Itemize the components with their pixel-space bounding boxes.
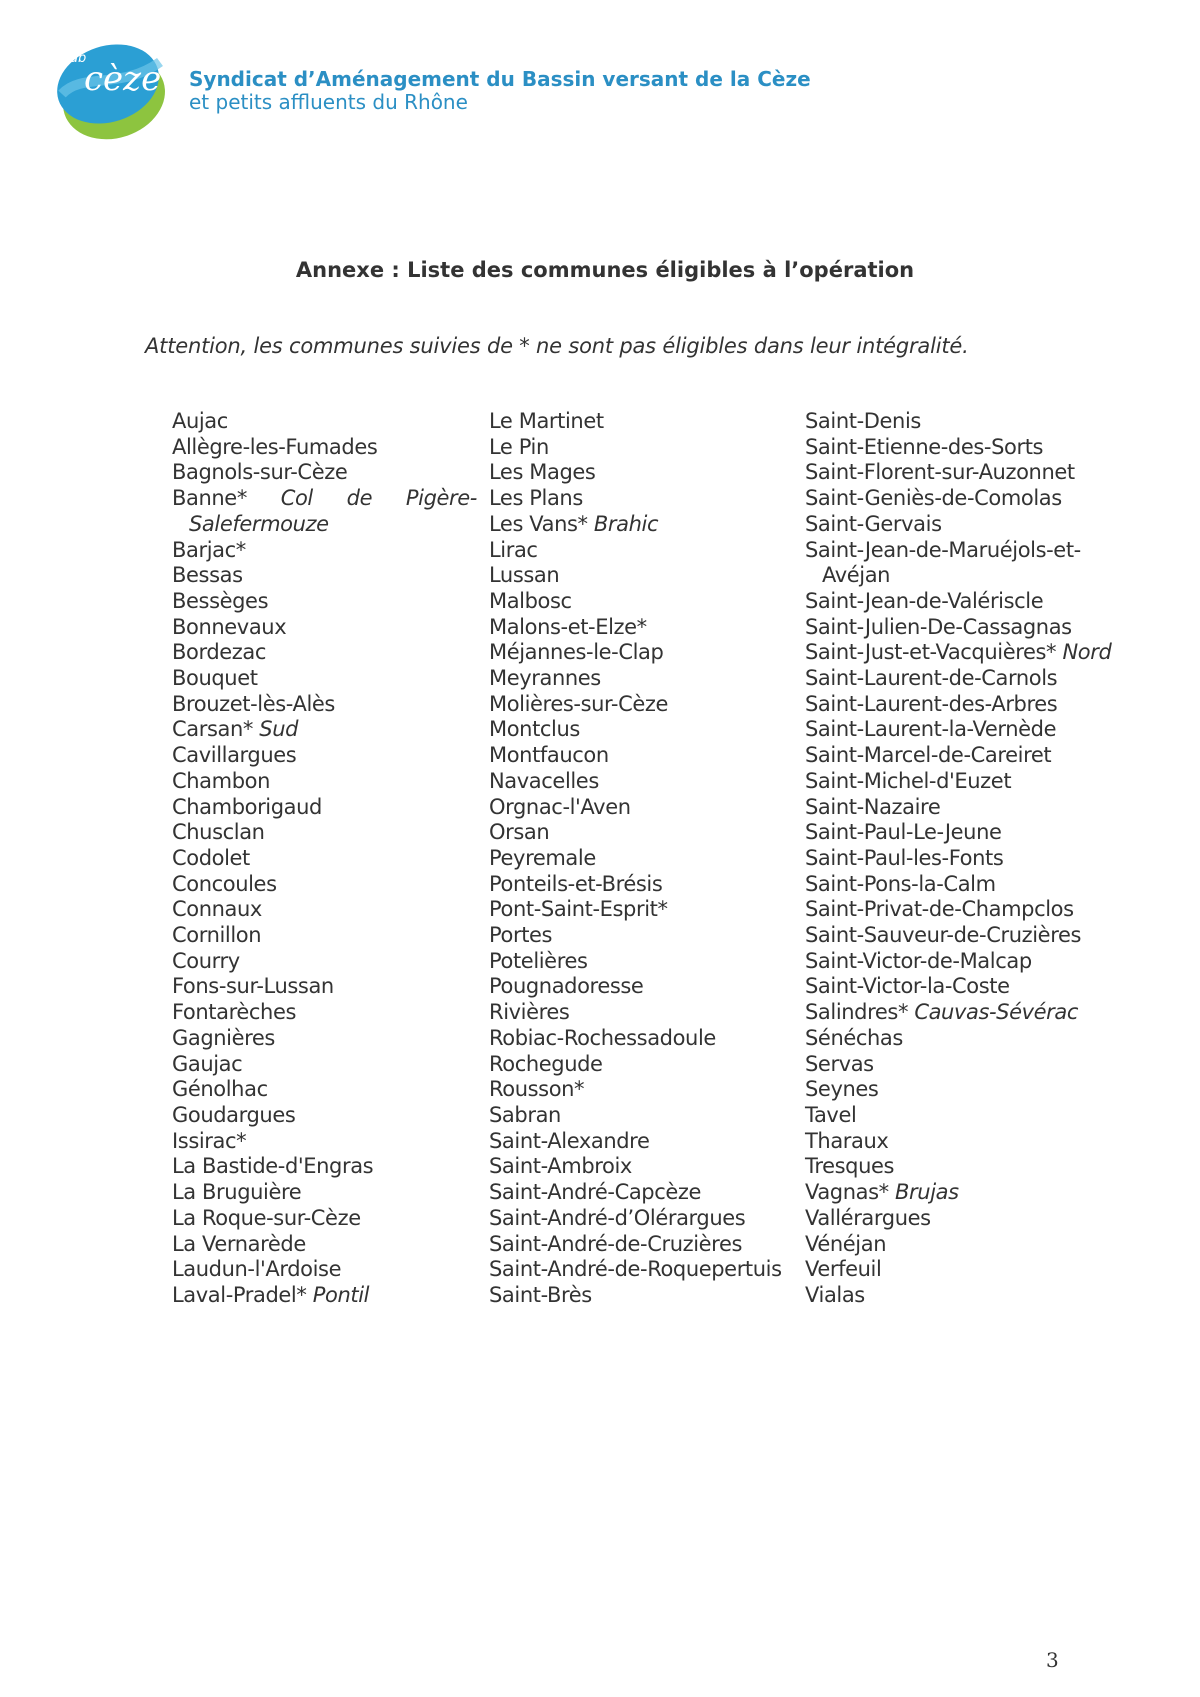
commune-name: Bonnevaux — [172, 614, 287, 639]
commune-name: Concoules — [172, 871, 277, 896]
commune-name: Bessas — [172, 563, 243, 588]
commune-item — [489, 409, 789, 435]
commune-name: Salindres* — [805, 1000, 909, 1025]
commune-name: Vénéjan — [805, 1231, 887, 1256]
commune-partial-area: Pigère- — [405, 486, 477, 511]
logo-main-text: cèze — [84, 59, 162, 99]
commune-item — [172, 743, 477, 769]
commune-item — [172, 409, 477, 435]
commune-item — [172, 1232, 477, 1258]
communes-column-2 — [489, 409, 789, 1309]
commune-item — [805, 486, 1125, 512]
commune-name: Les Plans — [489, 486, 583, 511]
commune-name: Chamborigaud — [172, 794, 322, 819]
commune-name: Saint-Nazaire — [805, 794, 941, 819]
commune-item — [489, 974, 789, 1000]
commune-name: Cavillargues — [172, 743, 297, 768]
commune-name: Le Martinet — [489, 409, 604, 433]
commune-item — [489, 1103, 789, 1129]
commune-name: Génolhac — [172, 1077, 268, 1102]
commune-name: Pont-Saint-Esprit* — [489, 897, 668, 922]
commune-item — [172, 820, 477, 846]
commune-item — [489, 1000, 789, 1026]
commune-item — [805, 1000, 1125, 1026]
commune-name: Les Vans* — [489, 511, 588, 536]
commune-name: Saint-Florent-sur-Auzonnet — [805, 460, 1075, 485]
commune-name: Fons-sur-Lussan — [172, 974, 334, 999]
commune-item — [489, 769, 789, 795]
org-name-line2: et petits affluents du Rhône — [189, 90, 468, 114]
commune-item — [489, 872, 789, 898]
commune-item — [805, 846, 1125, 872]
commune-item — [489, 692, 789, 718]
commune-item — [172, 563, 477, 589]
commune-item — [489, 563, 789, 589]
commune-item — [172, 1283, 477, 1309]
commune-name: Saint-Michel-d'Euzet — [805, 768, 1012, 793]
commune-name: Les Mages — [489, 460, 596, 485]
commune-item — [489, 435, 789, 461]
commune-name: Saint-Brès — [489, 1282, 592, 1307]
commune-name: Vallérargues — [805, 1205, 931, 1230]
commune-name: Bagnols-sur-Cèze — [172, 460, 348, 485]
commune-item — [805, 1154, 1125, 1180]
commune-item — [489, 949, 789, 975]
commune-item — [805, 666, 1125, 692]
commune-name: Pougnadoresse — [489, 974, 644, 999]
commune-item — [489, 1052, 789, 1078]
commune-name: Saint-Just-et-Vacquières* — [805, 640, 1057, 665]
commune-item — [805, 1232, 1125, 1258]
commune-name: Saint-Laurent-de-Carnols — [805, 666, 1058, 691]
commune-name: Laudun-l'Ardoise — [172, 1257, 342, 1282]
commune-item — [172, 923, 477, 949]
commune-item — [172, 1000, 477, 1026]
commune-name: Saint-André-Capcèze — [489, 1180, 702, 1205]
commune-item — [172, 1154, 477, 1180]
commune-item — [805, 743, 1125, 769]
commune-name: Fontarèches — [172, 1000, 296, 1025]
commune-name: Seynes — [805, 1077, 879, 1102]
organization-name — [189, 68, 811, 114]
commune-item — [489, 486, 789, 512]
commune-name: Saint-Gervais — [805, 511, 942, 536]
commune-name: Rivières — [489, 1000, 570, 1025]
commune-partial-area: Pontil — [312, 1282, 370, 1307]
commune-name: Saint-Julien-De-Cassagnas — [805, 614, 1072, 639]
commune-item — [805, 538, 1125, 589]
commune-name: Peyremale — [489, 845, 596, 870]
commune-name: Montfaucon — [489, 743, 609, 768]
commune-name: Gagnières — [172, 1025, 275, 1050]
commune-item — [805, 769, 1125, 795]
commune-name: Lussan — [489, 563, 560, 588]
commune-item — [489, 538, 789, 564]
commune-item — [489, 666, 789, 692]
commune-item — [489, 1077, 789, 1103]
commune-item — [172, 1129, 477, 1155]
commune-name: Bordezac — [172, 640, 267, 665]
commune-item — [489, 743, 789, 769]
commune-item — [805, 1180, 1125, 1206]
commune-item — [489, 923, 789, 949]
commune-name: Saint-Etienne-des-Sorts — [805, 434, 1044, 459]
commune-name: Bouquet — [172, 666, 258, 691]
commune-item — [805, 1052, 1125, 1078]
commune-item — [805, 1077, 1125, 1103]
commune-name: Malons-et-Elze* — [489, 614, 647, 639]
commune-name: Cornillon — [172, 923, 262, 948]
commune-item — [172, 640, 477, 666]
commune-item — [489, 1232, 789, 1258]
commune-item — [172, 1257, 477, 1283]
commune-name: Barjac* — [172, 537, 246, 562]
commune-partial-area: Sud — [259, 717, 299, 742]
commune-item — [805, 974, 1125, 1000]
commune-name: Rochegude — [489, 1051, 603, 1076]
commune-name: Meyrannes — [489, 666, 601, 691]
commune-item — [172, 872, 477, 898]
commune-item — [489, 640, 789, 666]
commune-name: Robiac-Rochessadoule — [489, 1025, 716, 1050]
org-name-line1: Syndicat d’Aménagement du Bassin versant de la Cèze — [189, 67, 811, 91]
commune-name: Le Pin — [489, 434, 549, 459]
commune-name: Connaux — [172, 897, 262, 922]
commune-name: Laval-Pradel* — [172, 1282, 307, 1307]
commune-name: Codolet — [172, 845, 250, 870]
commune-name: Méjannes-le-Clap — [489, 640, 664, 665]
communes-column-3 — [805, 409, 1125, 1309]
commune-item — [172, 795, 477, 821]
commune-item — [805, 435, 1125, 461]
commune-name: Saint-Denis — [805, 409, 921, 433]
commune-item — [172, 769, 477, 795]
commune-item — [172, 1180, 477, 1206]
commune-item — [489, 1283, 789, 1309]
commune-item — [805, 1026, 1125, 1052]
commune-name: Courry — [172, 948, 240, 973]
commune-name: Issirac* — [172, 1128, 247, 1153]
commune-item — [805, 589, 1125, 615]
commune-item — [489, 1257, 789, 1283]
commune-name: Aujac — [172, 409, 228, 433]
commune-name: Ponteils-et-Brésis — [489, 871, 663, 896]
commune-item — [805, 949, 1125, 975]
commune-item — [489, 1129, 789, 1155]
commune-name: Molières-sur-Cèze — [489, 691, 669, 716]
commune-name: Saint-Laurent-la-Vernède — [805, 717, 1057, 742]
commune-item — [805, 1257, 1125, 1283]
commune-item — [805, 512, 1125, 538]
commune-name: Tresques — [805, 1154, 895, 1179]
communes-column-1 — [172, 409, 477, 1309]
commune-partial-area: Nord — [1062, 640, 1112, 665]
commune-item — [489, 717, 789, 743]
commune-item — [805, 615, 1125, 641]
commune-item — [489, 1154, 789, 1180]
commune-item — [172, 615, 477, 641]
commune-name: Orgnac-l'Aven — [489, 794, 631, 819]
commune-name: Vialas — [805, 1282, 865, 1307]
commune-item — [805, 1129, 1125, 1155]
commune-item — [172, 589, 477, 615]
commune-item — [805, 897, 1125, 923]
commune-name: Tavel — [805, 1102, 857, 1127]
commune-name: La Roque-sur-Cèze — [172, 1205, 361, 1230]
commune-name: Chusclan — [172, 820, 265, 845]
commune-name: Saint-Paul-les-Fonts — [805, 845, 1004, 870]
commune-partial-area: Col — [280, 486, 313, 511]
commune-name: Vagnas* — [805, 1180, 889, 1205]
commune-name: La Bruguière — [172, 1180, 302, 1205]
commune-name: Saint-Jean-de-Valériscle — [805, 588, 1044, 613]
commune-name: Saint-Laurent-des-Arbres — [805, 691, 1058, 716]
commune-name: Saint-André-de-Cruzières — [489, 1231, 743, 1256]
commune-item — [489, 846, 789, 872]
commune-name: Saint-André-de-Roquepertuis — [489, 1257, 782, 1282]
commune-item — [172, 717, 477, 743]
commune-name: La Vernarède — [172, 1231, 306, 1256]
commune-name: Brouzet-lès-Alès — [172, 691, 335, 716]
commune-item — [172, 949, 477, 975]
commune-name: Chambon — [172, 768, 270, 793]
logo-prefix-text: ab — [70, 51, 87, 66]
commune-item — [489, 897, 789, 923]
commune-name: Banne* — [172, 486, 247, 511]
commune-item — [489, 820, 789, 846]
commune-name: Saint-Pons-la-Calm — [805, 871, 996, 896]
commune-item — [489, 795, 789, 821]
commune-item — [172, 666, 477, 692]
commune-item — [805, 872, 1125, 898]
commune-name: Saint-Alexandre — [489, 1128, 650, 1153]
commune-item — [489, 1026, 789, 1052]
commune-name: Saint-Jean-de-Maruéjols-et- — [805, 537, 1081, 562]
commune-name: Saint-Ambroix — [489, 1154, 632, 1179]
commune-name: Malbosc — [489, 588, 572, 613]
commune-name: Navacelles — [489, 768, 599, 793]
commune-item — [805, 409, 1125, 435]
commune-item — [489, 615, 789, 641]
eligibility-warning: Attention, les communes suivies de * ne sont pas éligibles dans leur intégralité. — [145, 334, 969, 358]
commune-item — [172, 846, 477, 872]
commune-name: Saint-Victor-de-Malcap — [805, 948, 1032, 973]
commune-name: Saint-Sauveur-de-Cruzières — [805, 923, 1082, 948]
commune-partial-area: Brujas — [895, 1180, 959, 1205]
commune-partial-area: Cauvas-Sévérac — [914, 1000, 1079, 1025]
commune-name: Gaujac — [172, 1051, 243, 1076]
commune-item — [172, 897, 477, 923]
commune-item — [489, 589, 789, 615]
commune-item — [172, 460, 477, 486]
commune-name: Saint-André-d’Olérargues — [489, 1205, 746, 1230]
commune-name: Tharaux — [805, 1128, 889, 1153]
commune-item — [805, 640, 1125, 666]
commune-name: Rousson* — [489, 1077, 585, 1102]
commune-item — [805, 717, 1125, 743]
commune-item — [805, 1283, 1125, 1309]
commune-name: Saint-Privat-de-Champclos — [805, 897, 1074, 922]
commune-name: Saint-Geniès-de-Comolas — [805, 486, 1062, 511]
commune-item — [172, 692, 477, 718]
commune-item — [489, 512, 789, 538]
commune-item — [172, 1077, 477, 1103]
commune-item — [172, 1206, 477, 1232]
commune-item — [489, 1180, 789, 1206]
commune-item — [489, 460, 789, 486]
commune-item — [172, 486, 477, 537]
commune-item — [172, 974, 477, 1000]
commune-item — [172, 435, 477, 461]
commune-item — [805, 923, 1125, 949]
commune-item — [805, 1206, 1125, 1232]
commune-name-continued: Avéjan — [822, 563, 891, 588]
commune-name: La Bastide-d'Engras — [172, 1154, 374, 1179]
commune-item — [172, 1052, 477, 1078]
commune-name: Portes — [489, 923, 553, 948]
commune-partial-area: Salefermouze — [189, 511, 329, 536]
organization-logo — [52, 32, 170, 144]
commune-name: Goudargues — [172, 1102, 296, 1127]
commune-name: Saint-Marcel-de-Careiret — [805, 743, 1052, 768]
commune-item — [805, 795, 1125, 821]
commune-item — [172, 1103, 477, 1129]
commune-item — [805, 460, 1125, 486]
page-number: 3 — [1046, 1648, 1059, 1672]
commune-name: Sénéchas — [805, 1025, 903, 1050]
commune-name: Bessèges — [172, 588, 269, 613]
commune-name: Sabran — [489, 1102, 561, 1127]
commune-name: Servas — [805, 1051, 874, 1076]
commune-name: Verfeuil — [805, 1257, 882, 1282]
commune-name: Carsan* — [172, 717, 253, 742]
commune-item — [805, 1103, 1125, 1129]
commune-name: Potelières — [489, 948, 588, 973]
commune-item — [172, 1026, 477, 1052]
commune-item — [489, 1206, 789, 1232]
commune-item — [172, 538, 477, 564]
commune-name: Orsan — [489, 820, 550, 845]
commune-name: Lirac — [489, 537, 538, 562]
commune-item — [805, 820, 1125, 846]
commune-name: Allègre-les-Fumades — [172, 434, 378, 459]
page-title: Annexe : Liste des communes éligibles à l’opération — [295, 258, 915, 282]
commune-name: Montclus — [489, 717, 580, 742]
commune-item — [805, 692, 1125, 718]
commune-partial-area: de — [346, 486, 373, 511]
commune-name: Saint-Victor-la-Coste — [805, 974, 1010, 999]
commune-partial-area: Brahic — [593, 511, 659, 536]
commune-name: Saint-Paul-Le-Jeune — [805, 820, 1002, 845]
